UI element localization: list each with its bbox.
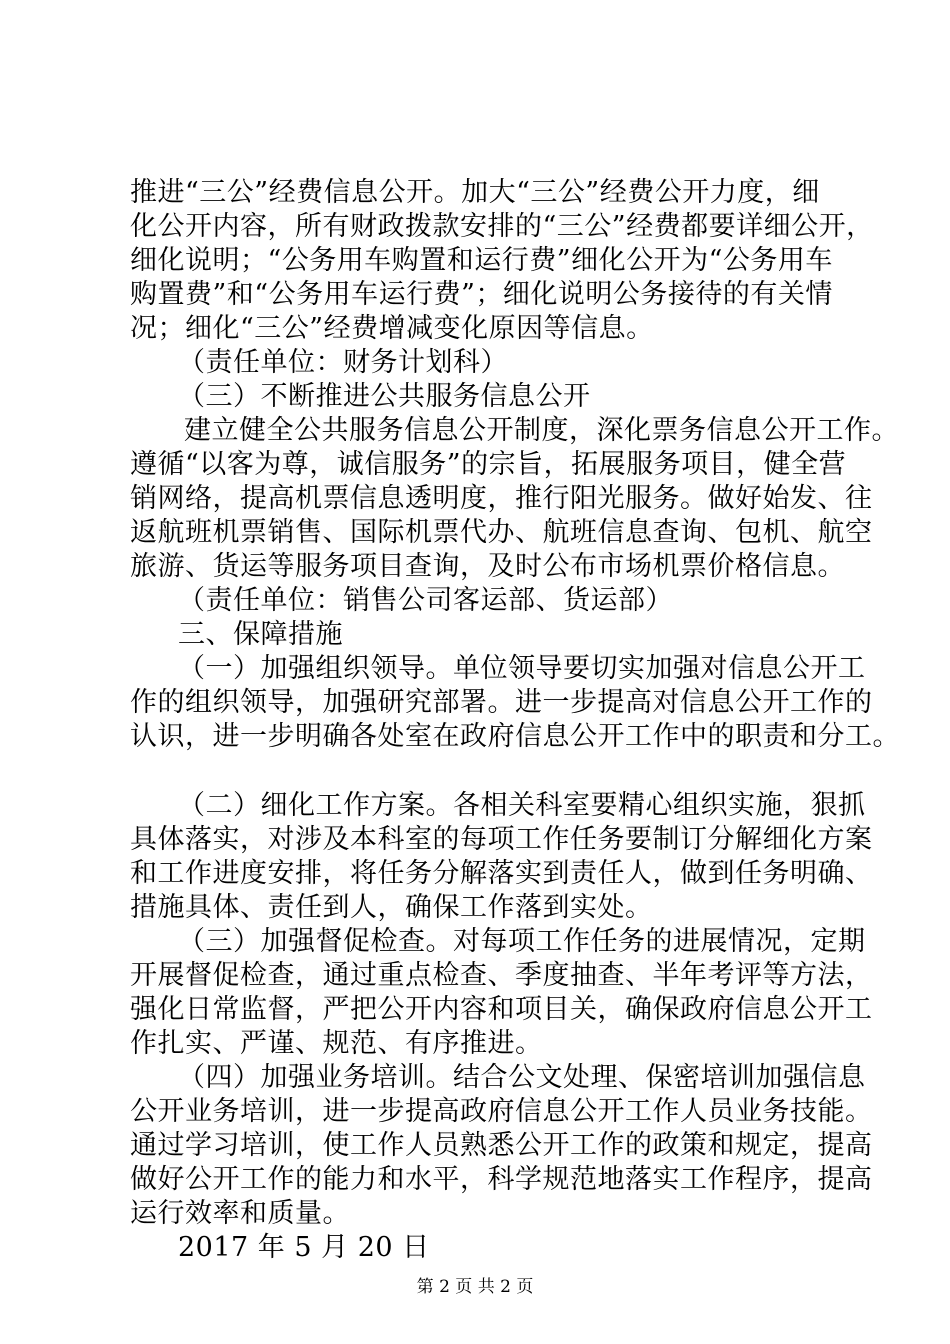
page-footer	[0, 1277, 950, 1297]
body-text-line: 作扎实、严谨、规范、有序推进。	[130, 1028, 543, 1059]
body-text-line: 通过学习培训，使工作人员熟悉公开工作的政策和规定，提高	[130, 1130, 873, 1161]
body-text-line: 购置费”和“公务用车运行费”；细化说明公务接待的有关情	[130, 279, 833, 310]
section-subheading: （三）不断推进公共服务信息公开	[178, 381, 591, 412]
body-text-line: 旅游、货运等服务项目查询，及时公布市场机票价格信息。	[130, 551, 845, 582]
body-text-line: 销网络，提高机票信息透明度，推行阳光服务。做好始发、往	[130, 483, 873, 514]
document-date: 2017 年 5 月 20 日	[178, 1232, 430, 1263]
body-text-line: 作的组织领导，加强研究部署。进一步提高对信息公开工作的	[130, 687, 873, 718]
body-text-line: 强化日常监督，严把公开内容和项目关，确保政府信息公开工	[130, 994, 873, 1025]
responsible-unit-line: （责任单位：财务计划科）	[178, 347, 508, 378]
body-text-line: 措施具体、责任到人，确保工作落到实处。	[130, 892, 653, 923]
body-text-line: 和工作进度安排，将任务分解落实到责任人，做到任务明确、	[130, 858, 873, 889]
responsible-unit-line: （责任单位：销售公司客运部、货运部）	[178, 585, 673, 616]
body-text-line: 做好公开工作的能力和水平，科学规范地落实工作程序，提高	[130, 1164, 873, 1195]
body-text-line: 开展督促检查，通过重点检查、季度抽查、半年考评等方法，	[130, 960, 873, 991]
body-text-line: 运行效率和质量。	[130, 1198, 350, 1229]
page-number-label: 第 2 页 共 2 页	[416, 1277, 534, 1297]
body-text-line: 具体落实，对涉及本科室的每项工作任务要制订分解细化方案	[130, 824, 873, 855]
section-heading: 三、保障措施	[178, 619, 343, 650]
body-text-line: 遵循“以客为尊，诚信服务”的宗旨，拓展服务项目，健全营	[130, 449, 847, 480]
body-text-line: 况；细化“三公”经费增减变化原因等信息。	[130, 313, 654, 344]
body-text-line: 推进“三公”经费信息公开。加大“三公”经费公开力度，细	[130, 177, 820, 208]
body-text-line: 细化说明；“公务用车购置和运行费”细化公开为“公务用车	[130, 245, 833, 276]
body-text-line: 认识，进一步明确各处室在政府信息公开工作中的职责和分工。	[130, 721, 900, 752]
body-text-line: （四）加强业务培训。结合公文处理、保密培训加强信息	[178, 1062, 866, 1093]
body-text-line: （一）加强组织领导。单位领导要切实加强对信息公开工	[178, 653, 866, 684]
body-text-line: （二）细化工作方案。各相关科室要精心组织实施，狠抓	[178, 790, 866, 821]
body-text-line: 返航班机票销售、国际机票代办、航班信息查询、包机、航空	[130, 517, 873, 548]
body-text-line: 建立健全公共服务信息公开制度，深化票务信息公开工作。	[184, 415, 899, 446]
body-text-line: （三）加强督促检查。对每项工作任务的进展情况，定期	[178, 926, 866, 957]
body-text-line: 化公开内容，所有财政拨款安排的“三公”经费都要详细公开，	[130, 211, 874, 242]
body-text-line: 公开业务培训，进一步提高政府信息公开工作人员业务技能。	[130, 1096, 873, 1127]
